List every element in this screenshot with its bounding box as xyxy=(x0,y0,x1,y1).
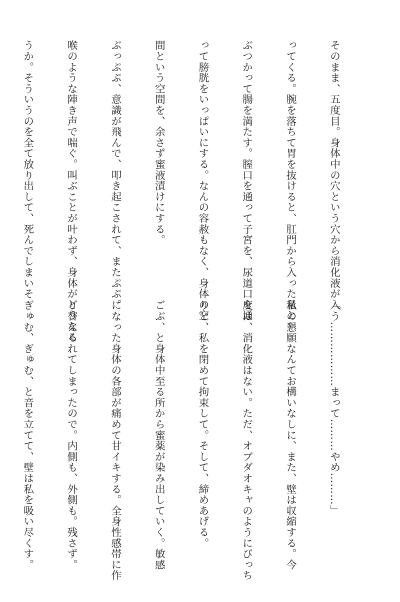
text-line: 私の懇願なんてお構いなしに、また、壁は収縮する。今 xyxy=(284,300,297,570)
text-line: 「う………………まって………やめ………」 xyxy=(327,300,340,516)
text-line: そのまま、五度目。身体中の穴という穴から消化液が入 xyxy=(327,40,340,310)
upper-text-block xyxy=(21,40,370,343)
text-line: ぶっぷぷ、意識が飛んで、叩き起こされて、またぷぷ。 xyxy=(108,40,121,310)
text-line: ぎゅむ、ぎゅむ、と音を立てて、壁は私を吸い尽くす。 xyxy=(21,300,34,570)
text-line: 間という空間を、余さず蜜液漬けにする。 xyxy=(152,40,165,246)
text-line: ぶつかって腸を満たす。膣口を通って子宮を、尿道口を通 xyxy=(240,40,253,321)
text-line: りと、私を閉めて拘束して。そして、締めあげる。 xyxy=(196,300,209,549)
text-line: になった身体の各部が痛めて甘イキする。全身性感帯に作 xyxy=(108,300,121,581)
text-line: 喉のような陣き声で喘ぐ。叫ぶことが叶わず、身体がどうなる xyxy=(65,40,78,343)
text-line: ってくる。腕を落ちて胃を抜けると、肛門から入った量と xyxy=(284,40,297,321)
text-line: って膀胱をいっぱいにする。なんの容赦もなく、身体の空 xyxy=(196,40,209,321)
text-line: り替えられてしまったので。内側も、外側も。残さず。 xyxy=(65,300,78,570)
text-line: うか。そういうのを全て放り出して、死んでしまいそ xyxy=(21,40,34,300)
text-line: ごぶ、と身体中至る所から蜜薬が染み出していく。敏感 xyxy=(152,300,165,570)
text-line: 度は、消化液はない。ただ、オブダオキャのようにびっち xyxy=(240,300,253,581)
lower-text-block xyxy=(21,300,370,581)
